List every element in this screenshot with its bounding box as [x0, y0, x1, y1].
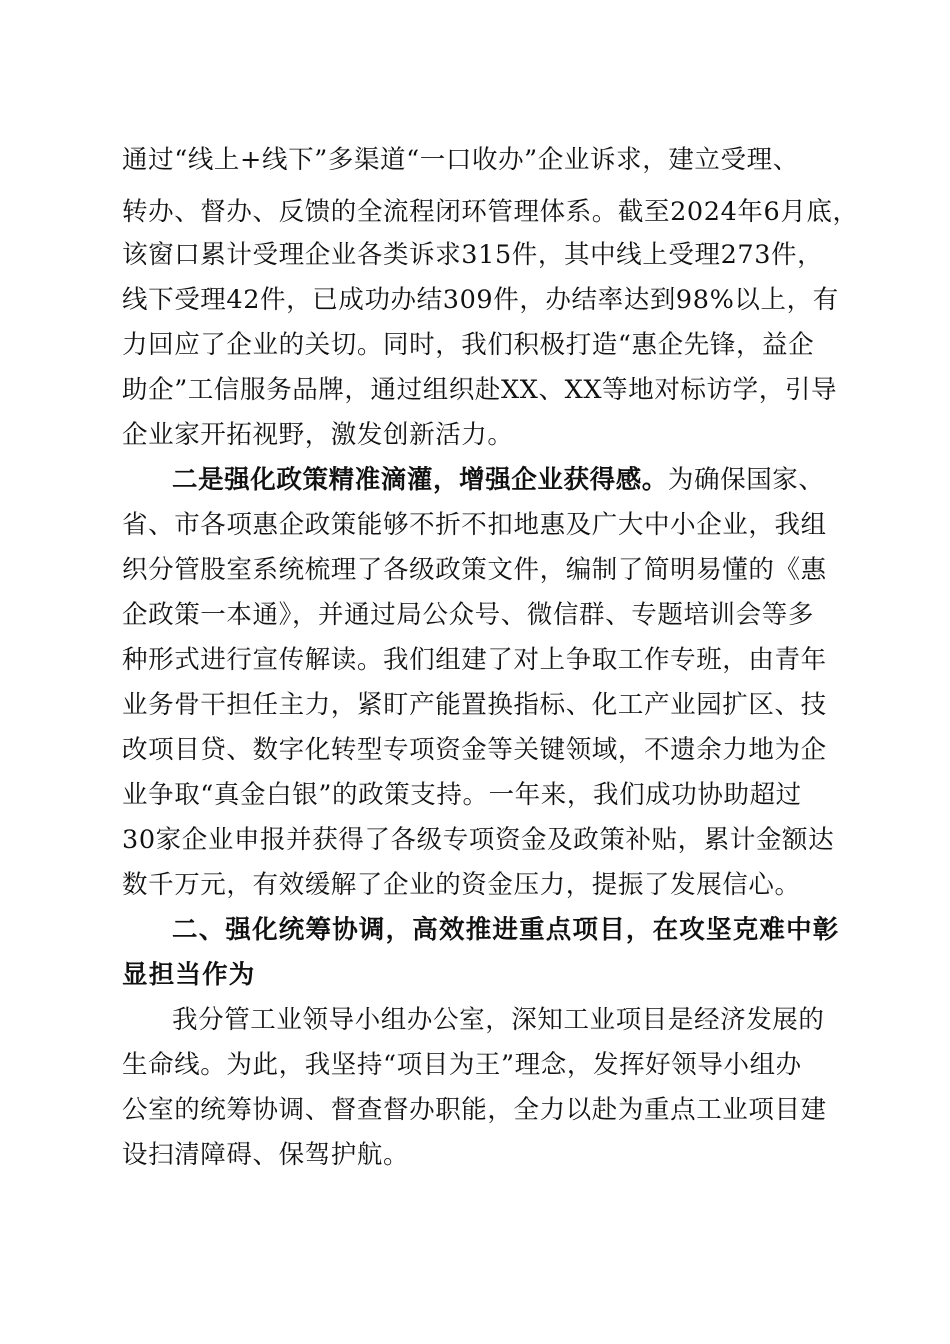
- paragraph-2-line-8: 业争取“真金白银”的政策支持。一年来，我们成功协助超过: [122, 780, 802, 810]
- paragraph-1-line-2: 转办、督办、反馈的全流程闭环管理体系。截至2024年6月底，: [122, 197, 859, 227]
- paragraph-1-line-7: 企业家开拓视野，激发创新活力。: [122, 420, 514, 450]
- paragraph-2-line-3: 织分管股室系统梳理了各级政策文件，编制了简明易懂的《惠: [122, 555, 827, 585]
- paragraph-2-line-6: 业务骨干担任主力，紧盯产能置换指标、化工产业园扩区、技: [122, 690, 827, 720]
- paragraph-2-line-5: 种形式进行宣传解读。我们组建了对上争取工作专班，由青年: [122, 645, 827, 675]
- section-heading-line-1: 二、强化统筹协调，高效推进重点项目，在攻坚克难中彰: [172, 915, 840, 945]
- paragraph-2-line-1: [172, 463, 825, 497]
- paragraph-2-line-4: 企政策一本通》，并通过局公众号、微信群、专题培训会等多: [122, 600, 814, 630]
- paragraph-3-line-4: 设扫清障碍、保驾护航。: [122, 1140, 410, 1170]
- paragraph-2-line-9: 30家企业申报并获得了各级专项资金及政策补贴，累计金额达: [122, 825, 835, 855]
- paragraph-3-line-1: 我分管工业领导小组办公室，深知工业项目是经济发展的: [172, 1005, 825, 1035]
- paragraph-2-line-7: 改项目贷、数字化转型专项资金等关键领域，不遗余力地为企: [122, 735, 827, 765]
- section-heading-line-2: 显担当作为: [122, 960, 256, 990]
- paragraph-3-line-3: 公室的统筹协调、督查督办职能，全力以赴为重点工业项目建: [122, 1095, 827, 1125]
- paragraph-2-lead: 二是强化政策精准滴灌，增强企业获得感。: [172, 465, 668, 495]
- paragraph-1-line-5: 力回应了企业的关切。同时，我们积极打造“惠企先锋，益企: [122, 330, 815, 360]
- paragraph-2-line-10: 数千万元，有效缓解了企业的资金压力，提振了发展信心。: [122, 870, 801, 900]
- paragraph-1-line-3: 该窗口累计受理企业各类诉求315件，其中线上受理273件，: [122, 240, 824, 270]
- paragraph-1-line-6: 助企”工信服务品牌，通过组织赴XX、XX等地对标访学，引导: [122, 375, 838, 405]
- paragraph-2-line-2: 省、市各项惠企政策能够不折不扣地惠及广大中小企业，我组: [122, 510, 827, 540]
- paragraph-2-first-text: 为确保国家、: [667, 465, 825, 495]
- paragraph-1-line-1: 通过“线上+线下”多渠道“一口收办”企业诉求，建立受理、: [122, 145, 799, 175]
- paragraph-3-line-2: 生命线。为此，我坚持“项目为王”理念，发挥好领导小组办: [122, 1050, 802, 1080]
- paragraph-1-line-4: 线下受理42件，已成功办结309件，办结率达到98%以上，有: [122, 285, 839, 315]
